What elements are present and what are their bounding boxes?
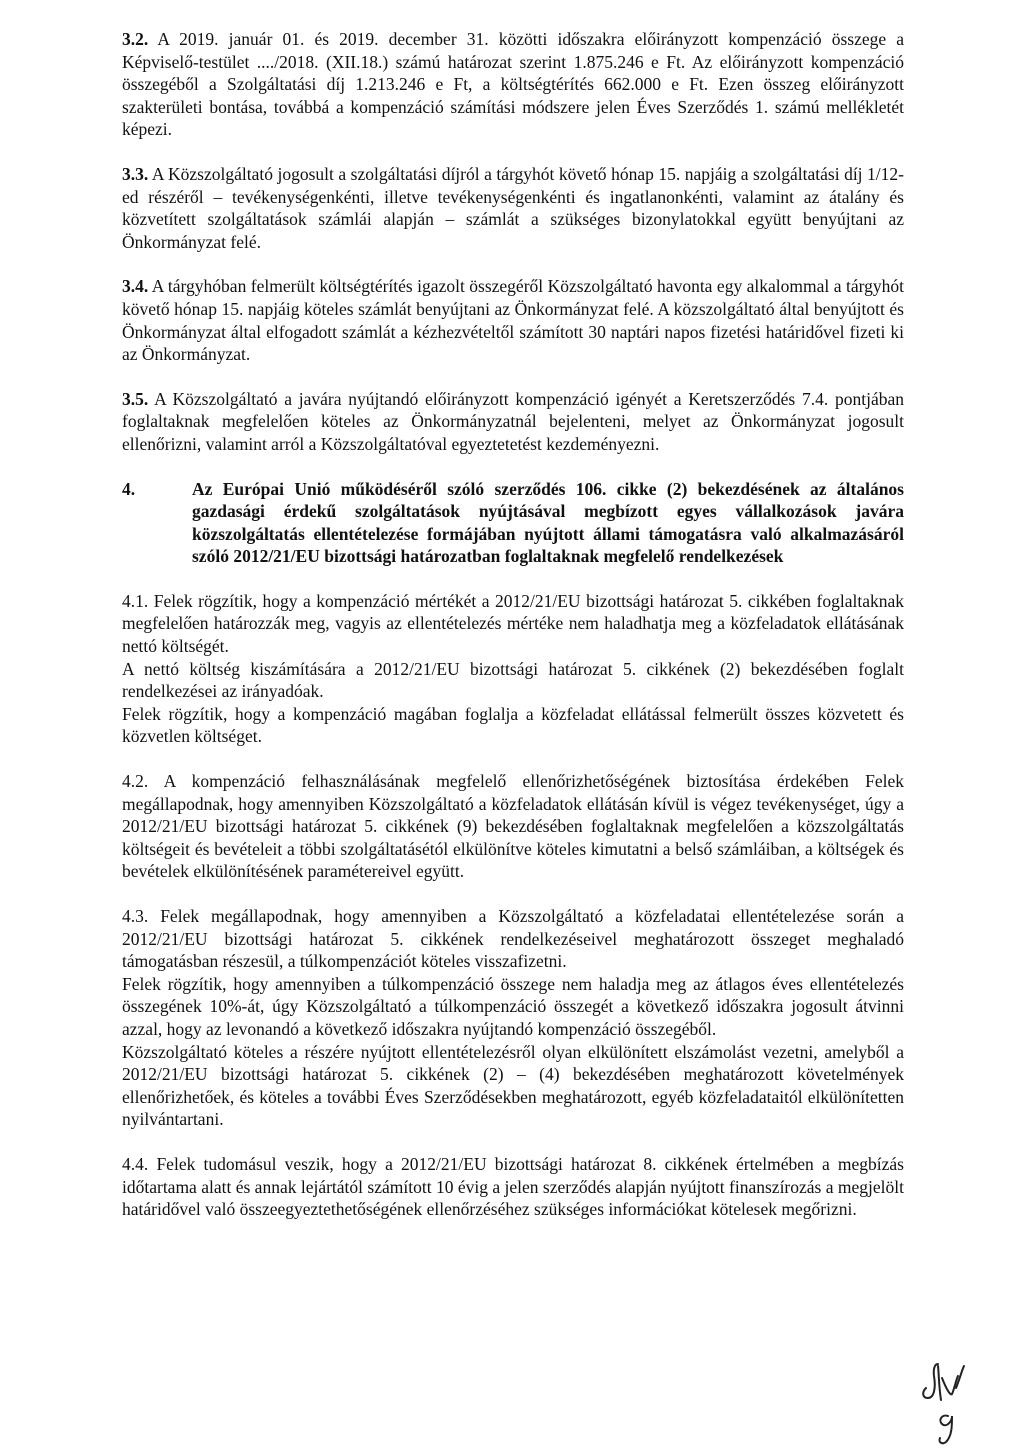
section-text: Felek rögzítik, hogy amennyiben a túlkompenzáció összege nem haladja meg az átlagos éves ellentételezés összegének 10%-át, úgy Közszolgáltató a túlkompenzáció összegét a következő időszakra jogosult átvinni azzal, hogy az levonandó a következő időszakra nyújtandó kompenzáció összegéből. (122, 973, 904, 1039)
handwritten-initials (912, 1358, 992, 1448)
section-text: Felek tudomásul veszik, hogy a 2012/21/EU bizottsági határozat 8. cikkének értelmében a megbízás időtartama alatt és annak lejártától számított 10 évig a jelen szerződés alapján nyújtott finanszírozás a megjelölt határidővel való összeegyeztethetőségének ellenőrzéséhez szükséges információkat kötelesek megőrizni. (122, 1153, 904, 1220)
section-number: 4.4. (122, 1153, 149, 1174)
section-number: 4.2. (122, 771, 149, 792)
heading-number: 4. (122, 478, 136, 499)
section-3-3 (122, 163, 904, 253)
section-3-4 (122, 275, 904, 365)
section-text: Felek rögzítik, hogy a kompenzáció mértékét a 2012/21/EU bizottsági határozat 5. cikkében foglaltaknak megfelelően határozzák meg, vagyis az ellentételezés mértéke nem haladhatja meg a közfeladatok ellátásának nettó költségét. (122, 590, 905, 657)
section-text: A kompenzáció felhasználásának megfelelő ellenőrizhetőségének biztosítása érdekében Felek megállapodnak, hogy amennyiben Közszolgáltató a közfeladatok ellátásán kívül is végez tevékenységet, úgy a 2012/21/EU bizottsági határozat 5. cikkének (9) bekezdésében foglaltaknak megfelelően a közszolgáltatás költségeit és bevételeit a többi szolgáltatásétól elkülönítve köteles kimutatni a belső számláiban, a költségek és bevételek elkülönítésének paramétereivel együtt. (122, 771, 904, 882)
section-text: Közszolgáltató köteles a részére nyújtott ellentételezésről olyan elkülönített elszámolást vezetni, amelyből a 2012/21/EU bizottsági határozat 5. cikkének (2) – (4) bekezdésében meghatározott követelmények ellenőrizhetőek, és köteles a további Éves Szerződésekben meghatározott, egyéb közfeladataitól elkülönítetten nyilvántartani. (122, 1041, 904, 1130)
section-3-5 (122, 388, 904, 456)
section-3-2 (122, 28, 904, 141)
document-page (122, 28, 904, 1243)
section-text: A nettó költség kiszámítására a 2012/21/EU bizottsági határozat 5. cikkének (2) bekezdésében foglalt rendelkezései az irányadóak. (122, 658, 904, 702)
section-text: Felek megállapodnak, hogy amennyiben a Közszolgáltató a közfeladatai ellentételezése során a 2012/21/EU bizottsági határozat 5. cikkének rendelkezéseivel meghatározott összeget meghaladó támogatásban részesül, a túlkompenzációt köteles visszafizetni. (122, 906, 905, 972)
section-text: A tárgyhóban felmerült költségtérítés igazolt összegéről Közszolgáltató havonta egy alkalommal a tárgyhót követő hónap 15. napjáig köteles számlát benyújtani az Önkormányzat felé. A közszolgáltató által benyújtott és Önkormányzat által elfogadott számlát a kézhezvételtől számított 30 naptári napos fizetési határidővel fizeti ki az Önkormányzat. (122, 276, 904, 365)
signature-icon (912, 1358, 992, 1448)
section-number: 4.3. (122, 906, 149, 926)
section-number: 3.2. (122, 29, 149, 49)
section-4-4 (122, 1153, 904, 1221)
section-4-3 (122, 905, 904, 1131)
section-number: 3.3. (122, 163, 149, 184)
section-number: 4.1. (122, 590, 149, 611)
section-text: A 2019. január 01. és 2019. december 31. közötti időszakra előirányzott kompenzáció összege a Képviselő-testület ..../2018. (XII.18.) számú határozat szerint 1.875.246 e Ft. Az előirányzott kompenzáció összegéből a Szolgáltatási díj 1.213.246 e Ft, a költségtérítés 662.000 e Ft. Ezen összeg előirányzott szakterületi bontása, továbbá a kompenzáció számítási módszere jelen Éves Szerződés 1. számú mellékletét képezi. (122, 29, 904, 140)
section-4-2 (122, 770, 904, 883)
chapter-4-heading (122, 478, 904, 568)
section-text: A Közszolgáltató a javára nyújtandó előirányzott kompenzáció igényét a Keretszerződés 7.4. pontjában foglaltaknak megfelelően köteles az Önkormányzatnál bejelenteni, melyet az Önkormányzat jogosult ellenőrizni, valamint arról a Közszolgáltatóval egyeztetetést kezdeményezni. (122, 388, 904, 454)
section-text: Felek rögzítik, hogy a kompenzáció magában foglalja a közfeladat ellátással felmerült összes közvetett és közvetlen költséget. (122, 703, 904, 747)
section-number: 3.5. (122, 388, 149, 409)
section-number: 3.4. (122, 276, 149, 297)
heading-text: Az Európai Unió működéséről szóló szerződés 106. cikke (2) bekezdésének az általános gazdasági érdekű szolgáltatások nyújtásával megbízott egyes vállalkozások javára közszolgáltatás ellentételezése formájában nyújtott állami támogatásra való alkalmazásáról szóló 2012/21/EU bizottsági határozatban foglaltaknak megfelelő rendelkezések (192, 478, 904, 567)
section-4-1 (122, 590, 904, 748)
section-text: A Közszolgáltató jogosult a szolgáltatási díjról a tárgyhót követő hónap 15. napjáig a szolgáltatási díj 1/12-ed részéről – tevékenységenkénti, illetve tevékenységenkénti és ingatlanonkénti, valamint az átalány és közvetített szolgáltatások számlái alapján – számlát a szükséges bizonylatokkal együtt benyújtani az Önkormányzat felé. (122, 163, 904, 252)
